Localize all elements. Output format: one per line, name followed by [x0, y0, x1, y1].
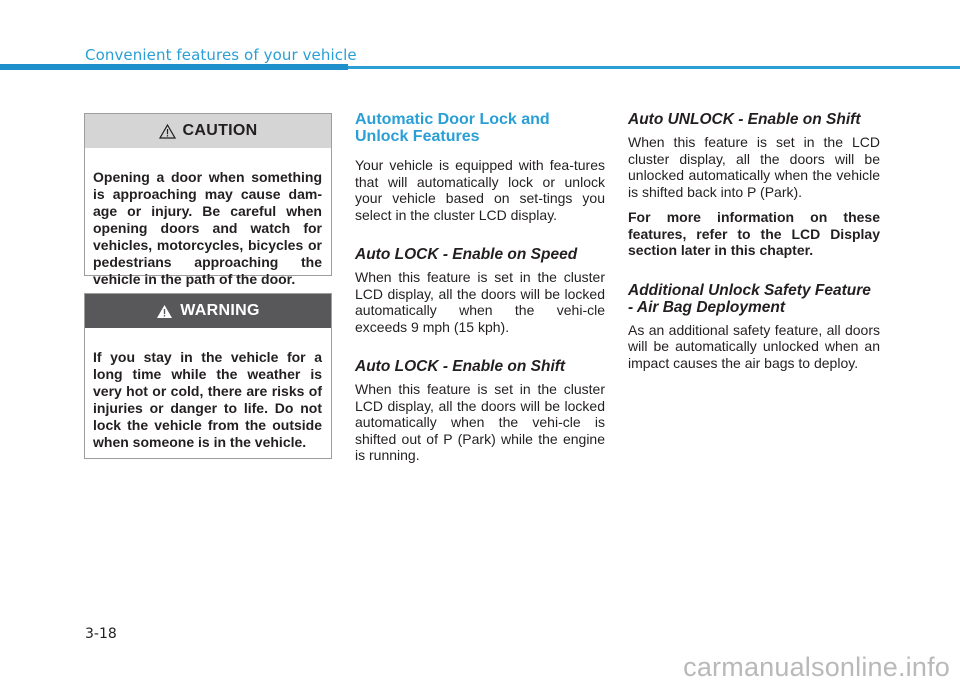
- page-number: 3-18: [85, 626, 117, 642]
- caution-box: [84, 113, 332, 287]
- watermark-text: carmanualsonline.info: [683, 652, 950, 682]
- section-paragraph: As an additional safety feature, all doors will be automatically unlocked when an impact causes the air bags to deploy.: [628, 321, 880, 371]
- caution-title: CAUTION: [182, 122, 258, 139]
- section-title: Auto UNLOCK - Enable on Shift: [628, 111, 861, 128]
- section-title: Auto LOCK - Enable on Speed: [355, 246, 578, 263]
- section-paragraph: When this feature is set in the cluster LCD display, all the doors will be locked automatically when the vehi-cle is shifted out of P (Park) while the engine is running.: [355, 381, 605, 463]
- section-paragraph: When this feature is set in the cluster LCD display, all the doors will be locked automatically when the vehi-cle exceeds 9 mph (15 kph).: [355, 269, 605, 335]
- warning-box: [84, 293, 332, 459]
- warning-triangle-icon: [156, 304, 173, 319]
- warning-box-header: [85, 294, 331, 328]
- section-title: Auto LOCK - Enable on Shift: [355, 358, 566, 375]
- reference-note: For more information on these features, refer to the LCD Display section later in this chapter.: [628, 209, 880, 258]
- caution-triangle-icon: [159, 124, 176, 139]
- section-header-title: Convenient features of your vehicle: [85, 46, 357, 64]
- column-right: [628, 111, 880, 371]
- warning-text: If you stay in the vehicle for a long time while the weather is very hot or cold, there are risks of injuries or danger to life. Do not lock the vehicle from the outside when someone is in the vehicle.: [93, 349, 322, 450]
- warning-title: WARNING: [180, 302, 260, 319]
- caution-box-header: [85, 114, 331, 148]
- section-paragraph: When this feature is set in the LCD cluster display, all the doors will be unlocked automatically when the vehicle is shifted back into P (Park).: [628, 134, 880, 200]
- column-middle: [355, 111, 605, 464]
- intro-paragraph: Your vehicle is equipped with fea-tures that will automatically lock or unlock your vehicle based on set-tings you select in the cluster LCD display.: [355, 157, 605, 223]
- caution-text: Opening a door when something is approaching may cause dam-age or injury. Be careful when opening doors and watch for vehicles, motorcycles, bicycles or pedestrians approaching the vehicle in the path of the door.: [93, 169, 322, 287]
- header-rule-accent: [0, 64, 348, 70]
- main-heading: Automatic Door Lock and Unlock Features: [355, 111, 550, 145]
- section-title: Additional Unlock Safety Feature - Air Bag Deployment: [628, 281, 871, 316]
